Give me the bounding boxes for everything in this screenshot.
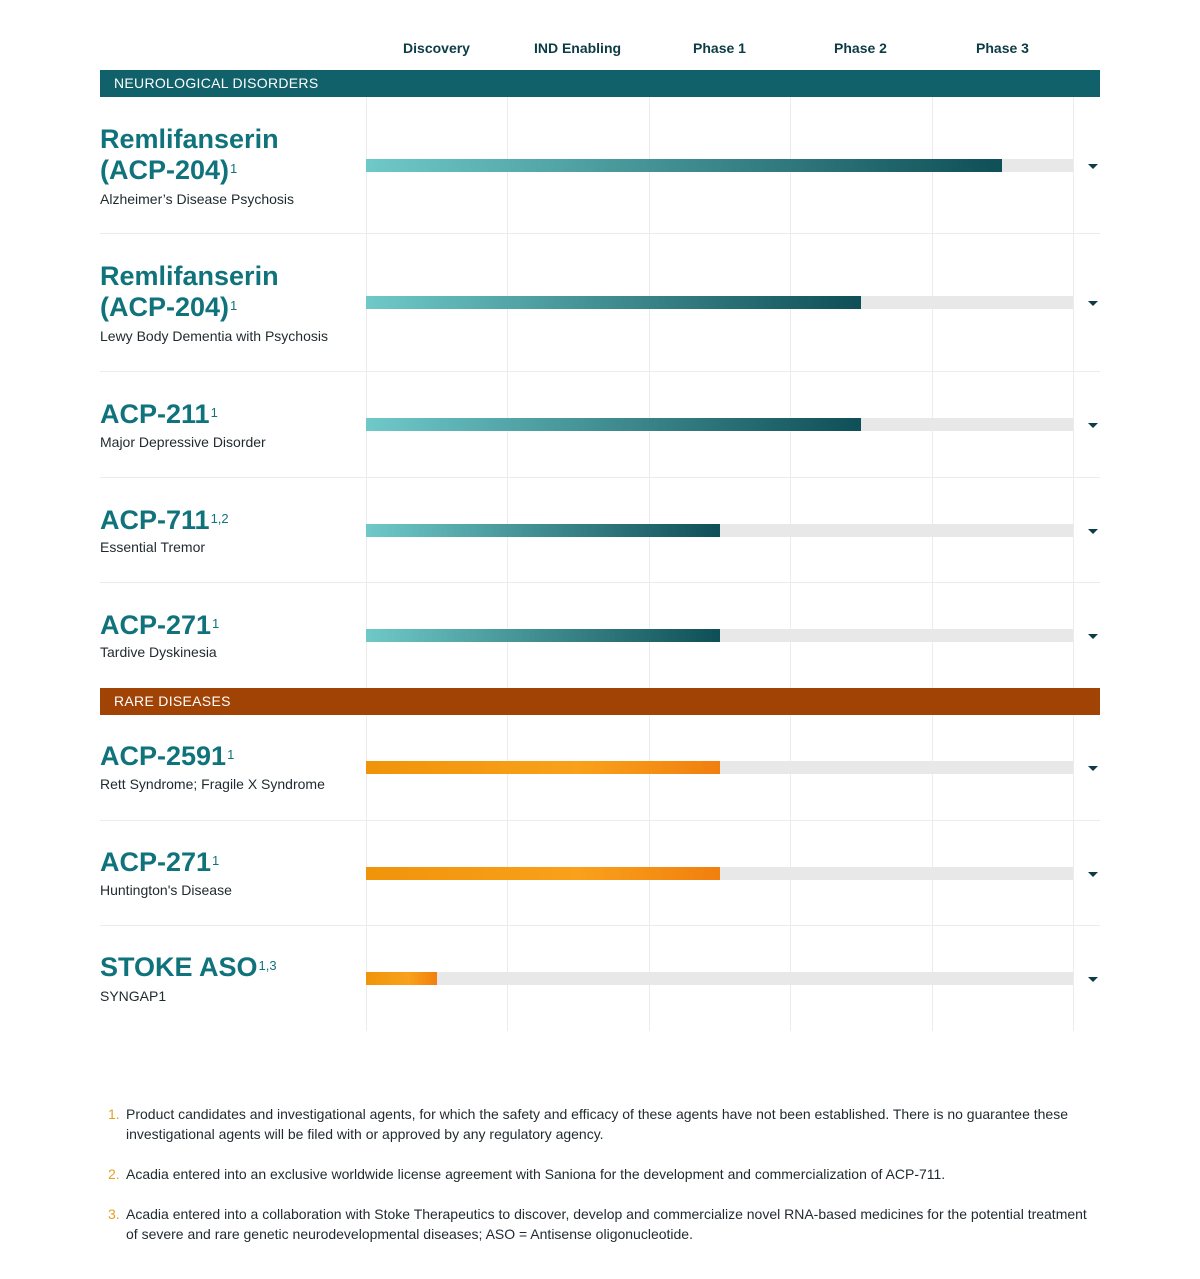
footnote-ref: 1 [227,747,235,762]
footnote-ref: 1 [212,616,220,631]
footnote [108,1164,1100,1184]
footnote-text: Acadia entered into an exclusive worldwide license agreement with Saniona for the development and commercialization of ACP-711. [126,1166,946,1182]
indication: Essential Tremor [100,539,206,555]
footnote [108,1104,1100,1144]
progress-track [366,972,1073,985]
program-row[interactable] [100,821,1100,926]
footnote-ref: 1 [230,161,238,176]
program-row[interactable] [100,234,1100,372]
progress-track [366,418,1073,431]
indication: Alzheimer’s Disease Psychosis [100,191,294,207]
drug-name-line1: ACP-271 [100,847,212,877]
indication: Tardive Dyskinesia [100,644,217,660]
progress-track [366,629,1073,642]
footnote-ref: 1 [210,405,218,420]
footnote-number: 1. [108,1106,120,1122]
program-row[interactable] [100,372,1100,478]
footnote-number: 2. [108,1166,120,1182]
expand-chevron-icon[interactable] [1088,872,1098,877]
phase-label-phase-3: Phase 3 [976,40,1029,56]
footnote-text: Acadia entered into a collaboration with Stoke Therapeutics to discover, develop and commercialize novel RNA-based medicines for the potential treatment of severe and rare genetic neurodevelopmental diseases; ASO = Antisense oligonucleotide. [126,1206,1087,1242]
progress-fill [366,629,720,642]
drug-name [100,261,350,323]
phase-label-phase-2: Phase 2 [834,40,887,56]
drug-name-line1: ACP-271 [100,610,212,640]
progress-fill [366,867,720,880]
progress-track [366,761,1073,774]
drug-name [100,399,350,430]
footnotes [108,1104,1100,1264]
expand-chevron-icon[interactable] [1088,301,1098,306]
expand-chevron-icon[interactable] [1088,766,1098,771]
drug-name [100,610,350,641]
phase-label-discovery: Discovery [403,40,470,56]
drug-name [100,124,350,186]
indication: Lewy Body Dementia with Psychosis [100,328,328,344]
drug-name-line1: STOKE ASO [100,952,258,982]
indication: SYNGAP1 [100,988,167,1004]
expand-chevron-icon[interactable] [1088,164,1098,169]
footnote-ref: 1 [212,853,220,868]
expand-chevron-icon[interactable] [1088,634,1098,639]
program-row[interactable] [100,715,1100,821]
footnote [108,1204,1100,1244]
drug-name-line1: ACP-711 [100,505,210,535]
indication: Huntington's Disease [100,882,232,898]
progress-track [366,524,1073,537]
progress-fill [366,418,861,431]
drug-name-line2: (ACP-204) [100,155,230,185]
drug-name-line1: ACP-2591 [100,741,227,771]
footnote-number: 3. [108,1206,120,1222]
phase-label-ind-enabling: IND Enabling [533,40,622,56]
drug-name-line1: Remlifanserin [100,124,279,154]
expand-chevron-icon[interactable] [1088,529,1098,534]
indication: Major Depressive Disorder [100,434,266,450]
section-header-neurological: NEUROLOGICAL DISORDERS [100,70,1100,97]
drug-name [100,505,350,536]
section-header-rare-diseases: RARE DISEASES [100,688,1100,715]
drug-name-line1: Remlifanserin [100,261,279,291]
indication: Rett Syndrome; Fragile X Syndrome [100,776,325,792]
expand-chevron-icon[interactable] [1088,977,1098,982]
program-row[interactable] [100,96,1100,234]
progress-track [366,867,1073,880]
progress-fill [366,761,720,774]
expand-chevron-icon[interactable] [1088,423,1098,428]
drug-name-line1: ACP-211 [100,399,210,429]
phase-label-phase-1: Phase 1 [693,40,746,56]
footnote-ref: 1 [230,298,238,313]
progress-track [366,159,1073,172]
progress-fill [366,524,720,537]
progress-fill [366,159,1002,172]
program-row[interactable] [100,478,1100,583]
drug-name [100,847,350,878]
drug-name-line2: (ACP-204) [100,292,230,322]
progress-track [366,296,1073,309]
progress-fill [366,296,861,309]
program-row[interactable] [100,583,1100,688]
program-row[interactable] [100,926,1100,1031]
drug-name [100,741,350,772]
footnote-ref: 1,3 [258,958,277,973]
progress-fill [366,972,437,985]
footnote-text: Product candidates and investigational agents, for which the safety and efficacy of these agents have not been established. There is no guarantee these investigational agents will be filed with or approved by any regulatory agency. [126,1106,1068,1142]
drug-name [100,952,400,983]
footnote-ref: 1,2 [210,511,229,526]
phase-header [100,0,1100,70]
